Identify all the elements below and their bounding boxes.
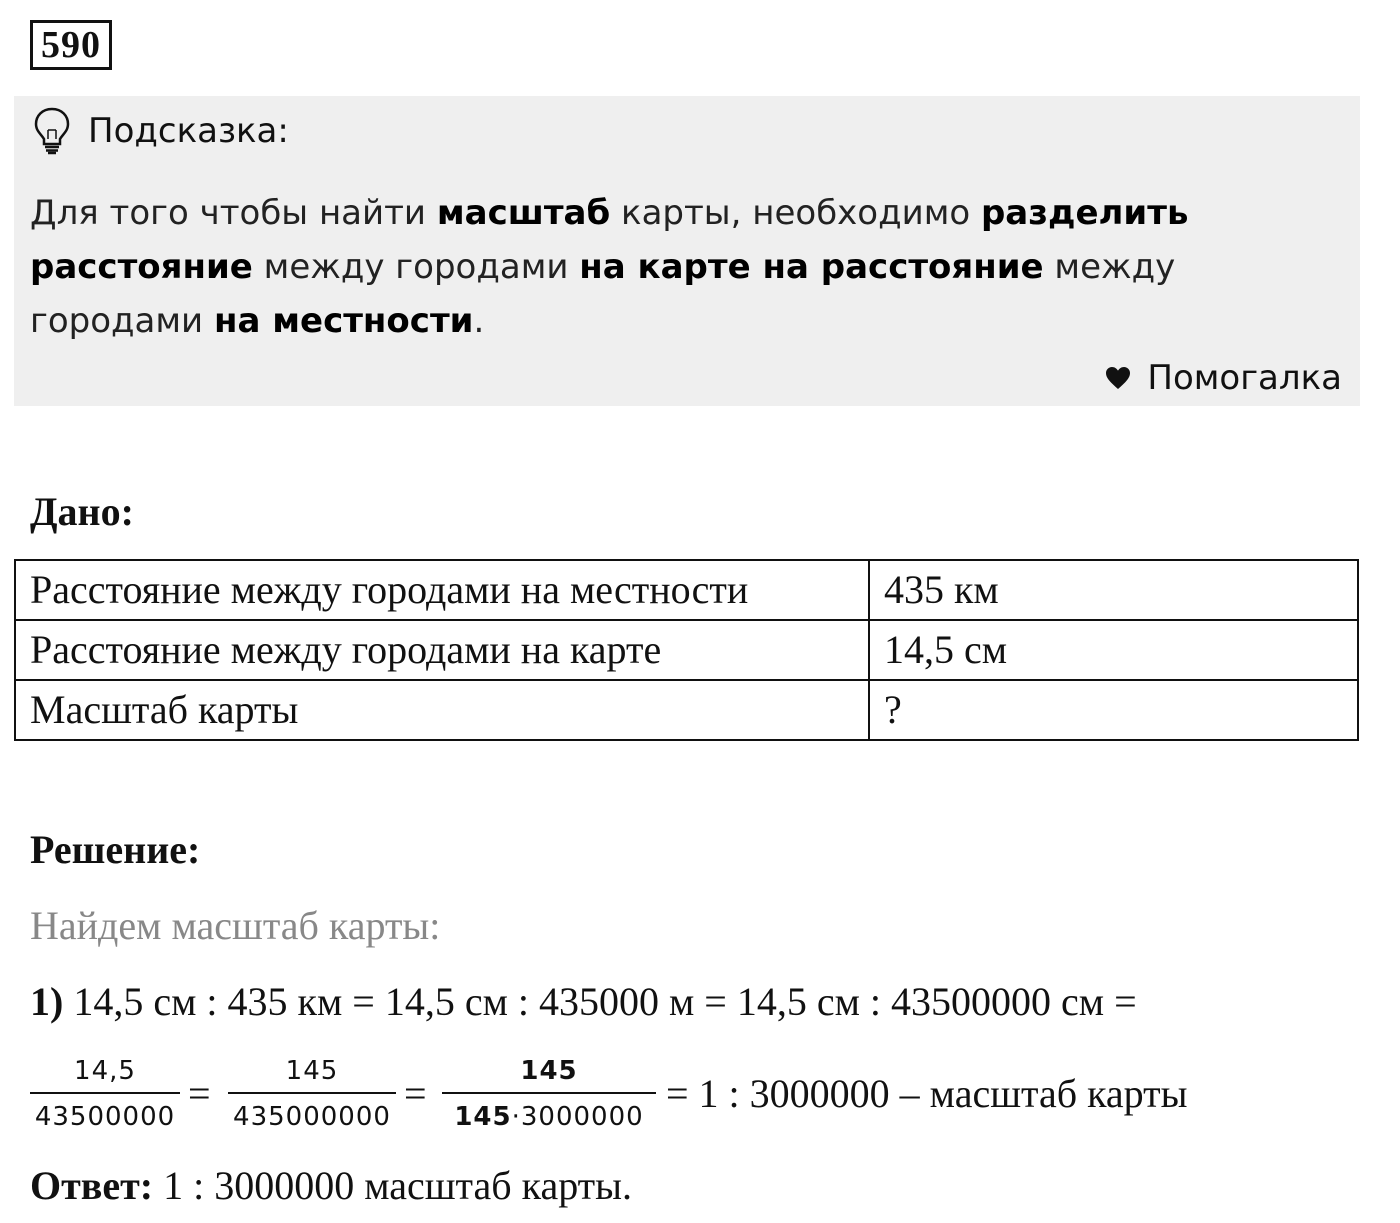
result-expression: = 1 : 3000000 – масштаб карты [666,1071,1188,1116]
equals-sign: = [404,1071,427,1116]
answer [30,1162,632,1209]
table-cell-label: Расстояние между городами на карте [15,620,869,680]
step-1 [30,978,1137,1025]
hint-seg: между городами [30,247,1176,341]
given-table [14,559,1359,741]
table-cell-value: 14,5 см [869,620,1358,680]
fraction-denominator [442,1098,656,1136]
table-cell-value: 435 км [869,560,1358,620]
solution-intro: Найдем масштаб карты: [30,903,441,948]
fraction-bar [442,1092,656,1094]
fraction-line [30,1052,1370,1142]
lightbulb-icon [32,106,72,156]
solution-heading: Решение: [30,827,201,872]
hint-seg-bold: на местности [213,301,474,341]
fraction-numerator: 145 [285,1056,339,1086]
heart-icon [1105,366,1131,390]
denominator-factor: 145 [454,1102,512,1132]
table-cell-label: Масштаб карты [15,680,869,740]
hint-seg-bold: разделить расстояние [30,193,1189,287]
fraction-numerator: 14,5 [74,1056,136,1086]
fraction-denominator: 435000000 [233,1102,391,1132]
step-expression: 14,5 см : 435 км = 14,5 см : 435000 м = 14,5 см : 43500000 см = [63,979,1137,1024]
equals-sign: = [188,1071,211,1116]
table-cell-label: Расстояние между городами на местности [15,560,869,620]
fraction-bar [228,1092,396,1094]
hint-seg: Для того чтобы найти [30,193,437,233]
fraction-2 [228,1052,396,1136]
answer-text: 1 : 3000000 масштаб карты. [153,1163,633,1208]
fraction-1 [30,1052,180,1136]
given-heading: Дано: [30,489,134,534]
table-row [15,560,1358,620]
step-number: 1) [30,979,64,1024]
table-row [15,620,1358,680]
hint-seg: между городами [252,247,580,287]
task-number: 590 [30,20,112,70]
hint-title: Подсказка: [88,111,289,151]
denominator-factor: 3000000 [520,1102,644,1132]
hint-seg: . [473,301,485,341]
hint-text [30,186,1340,348]
answer-label: Ответ: [30,1163,154,1208]
brand [1105,358,1342,398]
multiply-dot: · [511,1102,521,1132]
hint-header [32,106,289,156]
table-cell-value: ? [869,680,1358,740]
fraction-3 [442,1052,656,1136]
hint-seg: карты, необходимо [610,193,981,233]
fraction-numerator: 145 [520,1056,578,1086]
fraction-denominator: 43500000 [34,1102,176,1132]
hint-box [14,96,1360,406]
hint-seg-bold: масштаб [436,193,611,233]
brand-name: Помогалка [1147,358,1342,398]
table-row [15,680,1358,740]
hint-seg-bold: на карте на расстояние [579,247,1044,287]
fraction-bar [30,1092,180,1094]
